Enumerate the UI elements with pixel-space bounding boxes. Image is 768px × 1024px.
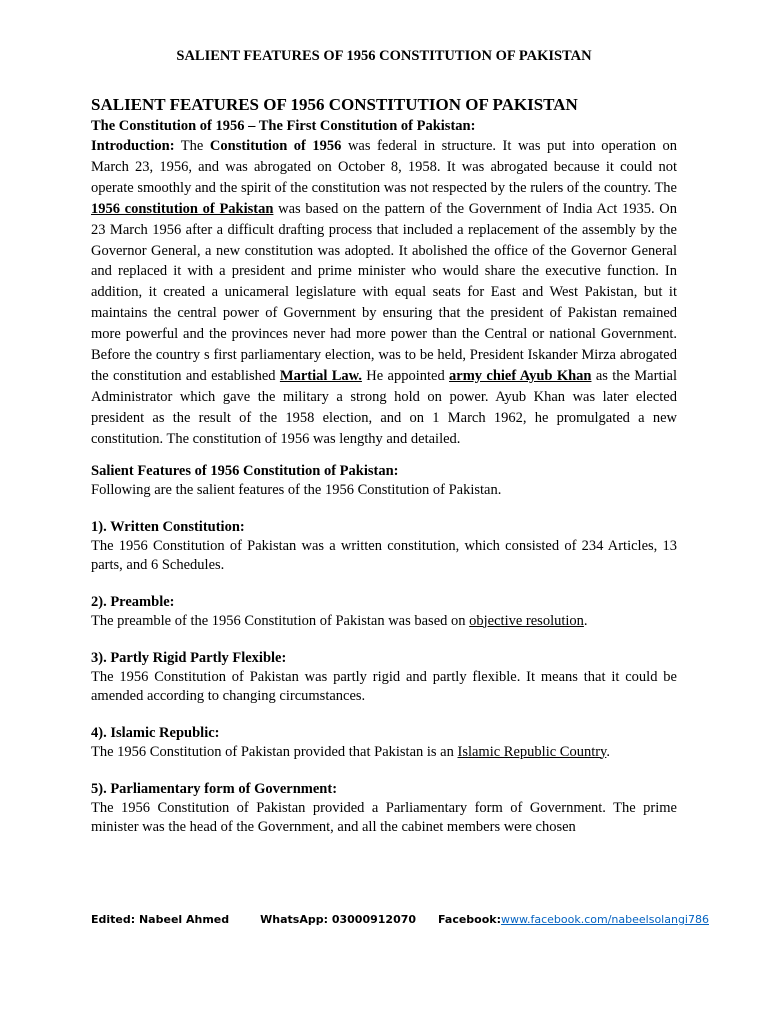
page-footer [91, 913, 709, 926]
section-text: The 1956 Constitution of Pakistan provided a Parliamentary form of Government. The prime minister was the head of the Government, and all the cabinet members were chosen [91, 799, 677, 835]
section-heading: 1). Written Constitution: [91, 518, 245, 535]
intro-text: The [174, 138, 210, 154]
section-text-part: . [606, 743, 610, 760]
running-header: SALIENT FEATURES OF 1956 CONSTITUTION OF PAKISTAN [176, 48, 592, 64]
section-heading: 3). Partly Rigid Partly Flexible: [91, 649, 287, 666]
constitution-link[interactable]: 1956 constitution of Pakistan [91, 200, 274, 217]
footer-editor: Edited: Nabeel Ahmed [91, 913, 230, 926]
intro-text: He appointed [361, 367, 450, 384]
martial-law-link[interactable]: Martial Law. [279, 367, 362, 384]
features-intro: Following are the salient features of the 1956 Constitution of Pakistan. [91, 481, 502, 498]
subtitle: The Constitution of 1956 – The First Constitution of Pakistan: [91, 118, 476, 134]
intro-text: was based on the pattern of the Government of India Act 1935. On 23 March 1956 after a difficult drafting process that included a replacement of the assembly by the Governor General, a new constitution was adopted. It abolished the office of the Governor General and replaced it with a president and prime minister who would share the executive function. In addition, it created a unicameral legislature with equal seats for East and West Pakistan, but it maintains the central power of Government by ensuring that the president of Pakistan remained more powerful and the provinces never had more power than the Central or national Government. Before the country s first parliamentary election, was to be held, President Iskander Mirza abrogated the constitution and established [91, 200, 677, 384]
section-heading: 4). Islamic Republic: [91, 724, 220, 741]
section-text [91, 612, 677, 631]
intro-text: as the Martial Administrator which gave the military a strong hold on power. Ayub Khan was later elected president as the result of the 1958 election, and on 1 March 1962, he promulgated a new constitution. The constitution of 1956 was lengthy and detailed. [91, 367, 677, 447]
section-text [91, 743, 677, 762]
section-text-part: The 1956 Constitution of Pakistan provided that Pakistan is an [91, 743, 458, 760]
section-text: The 1956 Constitution of Pakistan was a written constitution, which consisted of 234 Articles, 13 parts, and 6 Schedules. [91, 537, 677, 573]
section-heading: 5). Parliamentary form of Government: [91, 780, 338, 797]
ayub-khan-link[interactable]: army chief Ayub Khan [449, 367, 592, 384]
intro-text: was federal in structure. It was put into operation on March 23, 1956, and was abrogated on October 8, 1958. It was abrogated because it could not operate smoothly and the spirit of the constitution was not respected by the rulers of the country. The [91, 138, 677, 196]
section-text: The 1956 Constitution of Pakistan was partly rigid and partly flexible. It means that it could be amended according to changing circumstances. [91, 668, 677, 704]
section-text-part: . [583, 612, 588, 629]
objective-resolution-link[interactable]: objective resolution [469, 612, 584, 629]
islamic-republic-link[interactable]: Islamic Republic Country [457, 743, 607, 760]
section-heading: 2). Preamble: [91, 593, 175, 610]
document-body [91, 94, 677, 837]
footer-whatsapp: WhatsApp: 03000912070 [260, 913, 417, 926]
features-heading: Salient Features of 1956 Constitution of Pakistan: [91, 462, 399, 479]
introduction-paragraph [91, 136, 677, 450]
facebook-link[interactable]: www.facebook.com/nabeelsolangi786 [501, 913, 709, 926]
footer-facebook-label: Facebook: [438, 913, 502, 926]
constitution-1956-bold: Constitution of 1956 [209, 138, 342, 154]
main-title: SALIENT FEATURES OF 1956 CONSTITUTION OF PAKISTAN [91, 95, 578, 114]
section-text-part: The preamble of the 1956 Constitution of Pakistan was based on [91, 612, 470, 629]
intro-label: Introduction: [91, 138, 175, 154]
